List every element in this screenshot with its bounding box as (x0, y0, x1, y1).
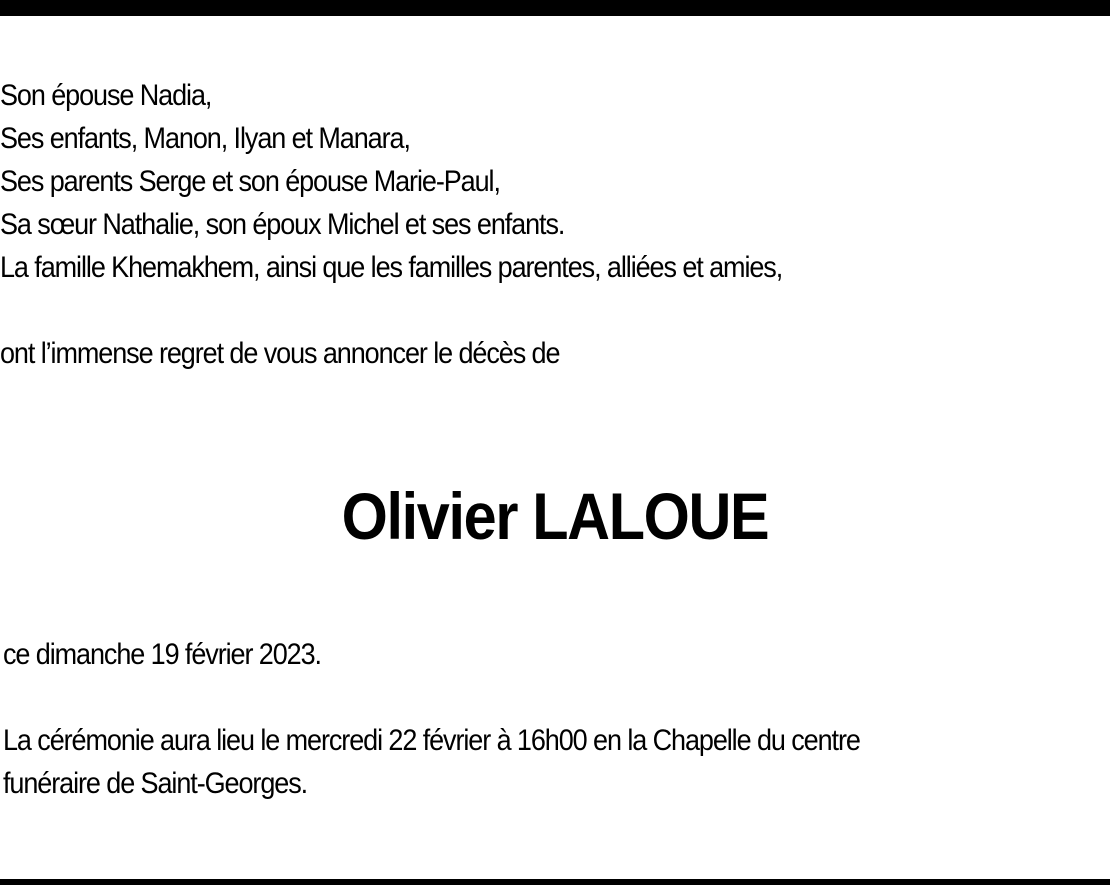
ceremony-line-2: funéraire de Saint-Georges. (3, 767, 308, 800)
deceased-name: Olivier LALOUE (341, 479, 769, 553)
family-line: Son épouse Nadia, (0, 79, 212, 112)
ceremony-info (3, 719, 1110, 805)
announcement-text: ont l’immense regret de vous annoncer le décès de (0, 337, 560, 370)
ceremony-line-1: La cérémonie aura lieu le mercredi 22 février à 16h00 en la Chapelle du centre (3, 724, 860, 757)
family-list (0, 74, 869, 289)
family-line: Sa sœur Nathalie, son époux Michel et ses enfants. (0, 208, 565, 241)
family-line: Ses parents Serge et son épouse Marie-Paul, (0, 165, 500, 198)
top-border (0, 0, 1110, 16)
family-line: La famille Khemakhem, ainsi que les familles parentes, alliées et amies, (0, 251, 783, 284)
bottom-border (0, 879, 1110, 885)
death-date: ce dimanche 19 février 2023. (3, 638, 321, 671)
family-line: Ses enfants, Manon, Ilyan et Manara, (0, 122, 410, 155)
